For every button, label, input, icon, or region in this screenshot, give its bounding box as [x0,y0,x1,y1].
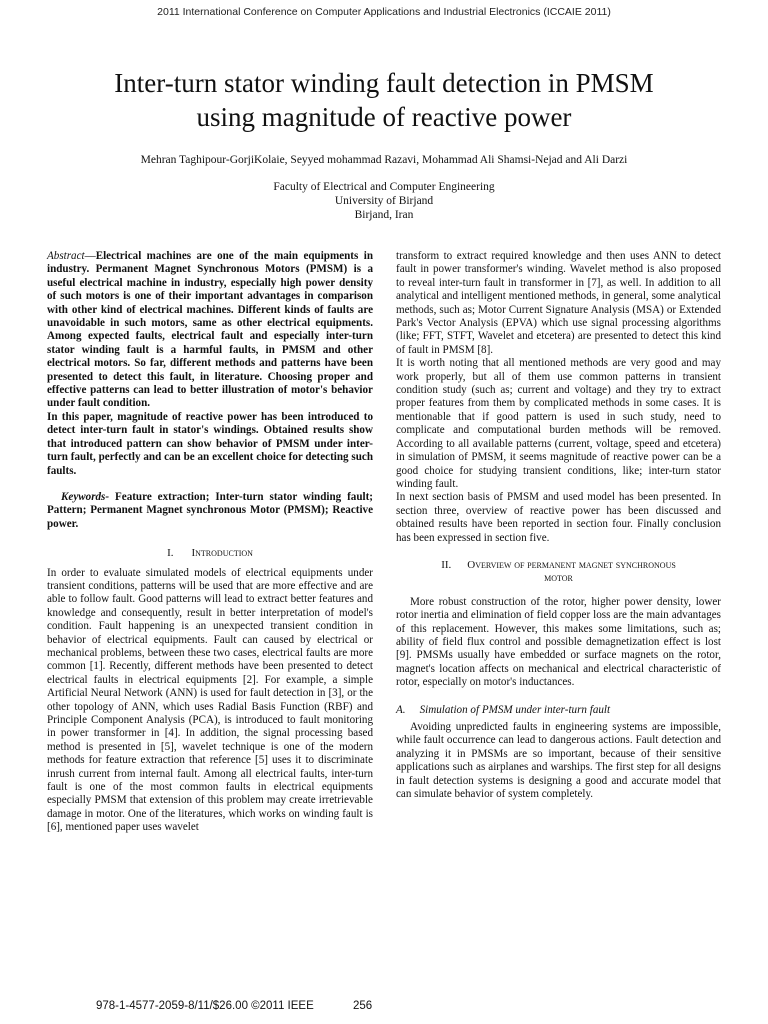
affiliation-line: Faculty of Electrical and Computer Engineering [273,181,495,193]
right-column [396,250,721,801]
conference-header: 2011 International Conference on Computer Applications and Industrial Electronics (ICCAIE 2011) [157,6,611,18]
body-paragraph: In next section basis of PMSM and used model has been presented. In section three, overview of reactive power has been discussed and obtained results have been reported in section four. Finally conclusion has been expressed in section five. [396,491,721,544]
paper-title-line: Inter-turn stator winding fault detection in PMSM [114,68,654,98]
section-heading-introduction [47,547,373,560]
left-column [47,250,373,835]
intro-paragraph: In order to evaluate simulated models of electrical equipments under transient conditions, patterns will be used that are more effective and are able to follow fault. Good patterns will lead to extract better features and knowledge and consequently, result in better interpretation of model's condition. Fault happening is an unexpected transient condition in behavior of electrical equipments. Fault can caused by electrical or mechanical problems, between these two cases, electrical faults are more common [1]. Recently, different methods have been presented to detect electrical faults in electrical equipments [2]. For example, a simple Artificial Neural Network (ANN) is used for fault detection in [3], or the other topology of ANN, which uses Radial Basis Function (RBF) and Principle Component Analysis (PCA), is introduced to fault monitoring in power transformer in [4]. In addition, the signal processing based method is presented in [5], wavelet technique is one of the modern methods for feature extraction that reference [5] uses it to discriminate inrush current from internal fault. Among all electrical faults, inter-turn fault is one of the most common faults in electrical equipments especially PMSM that extension of this problem may create irretrievable damage in motor. One of the literatures, which works on winding fault is [6], mentioned paper uses wavelet [47,566,373,834]
page-number: 256 [352,1000,373,1012]
paper-title-line: using magnitude of reactive power [196,102,572,132]
simulation-paragraph: Avoiding unpredicted faults in engineering systems are impossible, while fault occurrence can lead to dangerous actions. Fault detection and analyzing it in PMSMs are so important, because of their sensitive applications such as airplanes and warships. The first step for all designs in fault detection systems is designing a good and accurate model that can simulate behavior of system completely. [396,721,721,801]
section-heading-overview [396,559,721,572]
abstract-text: Electrical machines are one of the main equipments in industry. Permanent Magnet Synchronous Motors (PMSM) is a useful electrical machine in industry, especially high power density of such motors is one of their important advantages in comparison with other kind of electrical machines. Different kinds of faults are unavoidable in such motors, same as other electrical equipments. Among expected faults, electrical fault and especially inter-turn stator winding fault is a harmful faults, in PMSM and other electrical motors. So far, different methods and patterns have been presented to detect this fault, in literature. Choosing proper and effective patterns can lead to better illustration of motor's behavior under fault condition. [47,250,373,410]
section-title: Overview of permanent magnet synchronous [467,558,676,571]
keywords [47,491,373,531]
body-paragraph: It is worth noting that all mentioned methods are very good and may work properly, but all of them use common patterns in transient condition study (such as; current and voltage) and they try to extract proper features from them by complicated methods in some cases. It is mentionable that if good pattern is used in such study, need to complicate and computational burden methods will be removed. According to all available patterns (current, voltage, speed and etcetera) in simulation of PMSM, it seems magnitude of reactive power can be a good choice for studying transient conditions, like; inter-turn stator winding fault. [396,357,721,490]
abstract-paragraph [47,250,373,411]
authors: Mehran Taghipour-GorjiKolaie, Seyyed mohammad Razavi, Mohammad Ali Shamsi-Nejad and Ali Darzi [140,154,628,166]
affiliation-line: University of Birjand [334,195,434,207]
section-numeral: II. [441,558,452,571]
abstract-label: Abstract [47,250,85,262]
subsection-title: Simulation of PMSM under inter-turn fault [419,703,611,716]
keywords-text: Feature extraction; Inter-turn stator winding fault; Pattern; Permanent Magnet synchronous Motor (PMSM); Reactive power. [47,490,373,530]
abstract-dash: — [84,250,96,262]
page-footer [96,1000,408,1012]
section-title-continuation: motor [544,572,573,585]
overview-paragraph: More robust construction of the rotor, higher power density, lower rotor inertia and elimination of field copper loss are the main advantages of this replacement. However, this makes some limitations, such as; ability of field flux control and possible demagnetization effect is lost [9]. PMSMs usually have embedded or surface magnets on the rotor, magnet's location affects on mechanical and electrical characteristic of rotor, especially on motor's inductances. [396,595,721,689]
keywords-label: Keywords- [61,490,110,503]
affiliation-line: Birjand, Iran [354,209,414,221]
isbn-copyright: 978-1-4577-2059-8/11/$26.00 ©2011 IEEE [96,1000,314,1012]
subsection-label: A. [396,703,406,716]
section-title: Introduction [191,547,253,560]
paper-title [40,66,728,134]
section-numeral: I. [167,547,174,560]
affiliation [40,180,728,222]
subsection-heading [396,704,721,717]
abstract-paragraph-2: In this paper, magnitude of reactive power has been introduced to detect inter-turn fault in stator's windings. Obtained results show that introduced pattern can show behavior of PMSM under inter-turn fault, perfectly and can be an excellent choice for detecting such faults. [47,410,373,477]
body-paragraph: transform to extract required knowledge and then uses ANN to detect fault in power transformer's winding. Wavelet method is also proposed to reveal inter-turn fault in transformer in [7], as well. In addition to all analytical and intelligent mentioned methods, in general, some analytical methods, such as; Motor Current Signature Analysis (MSA) or Extended Park's Vector Analysis (EPVA) which use signal processing algorithms (like; FFT, STFT, Wavelet and etcetera) are presented to detect this kind of fault in PMSM [8]. [396,250,721,356]
